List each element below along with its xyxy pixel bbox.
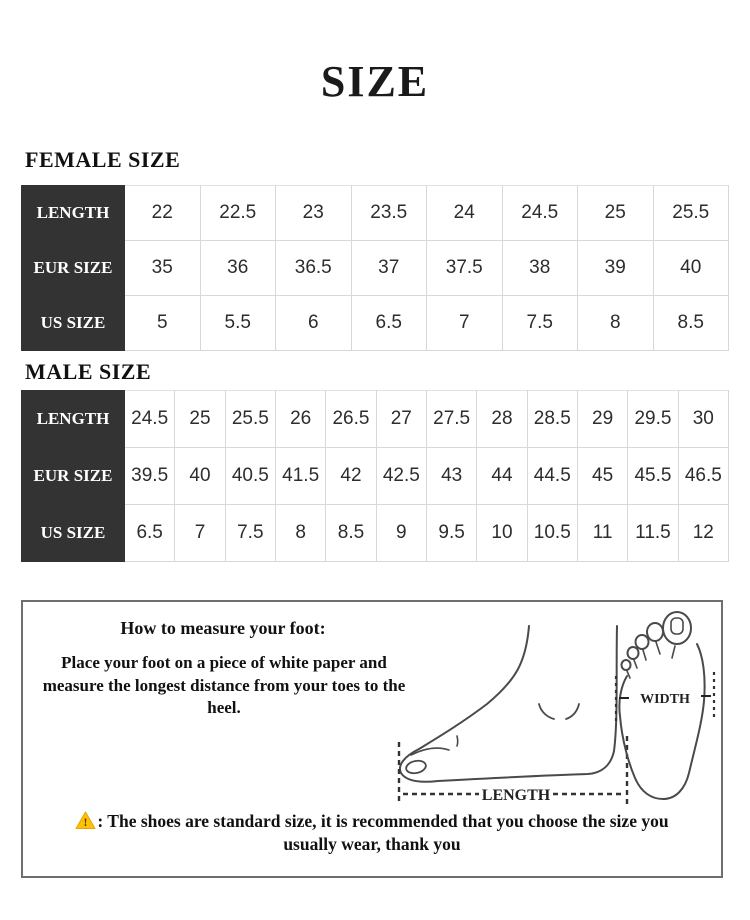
size-cell: 10.5	[527, 505, 577, 562]
size-cell: 43	[426, 448, 476, 505]
size-cell: 11	[577, 505, 627, 562]
size-cell: 25.5	[653, 186, 729, 241]
table-row	[22, 505, 729, 562]
size-cell: 24.5	[125, 391, 175, 448]
foot-side-view-diagram	[389, 624, 645, 810]
page-title: SIZE	[320, 57, 430, 106]
measure-instructions-box	[21, 600, 723, 878]
size-cell: 10	[477, 505, 527, 562]
size-cell: 6	[276, 296, 352, 351]
measure-heading: How to measure your foot:	[120, 618, 326, 638]
size-cell: 7.5	[502, 296, 578, 351]
size-cell: 8.5	[653, 296, 729, 351]
size-cell: 40.5	[225, 448, 275, 505]
size-cell: 42.5	[376, 448, 426, 505]
row-label: US SIZE	[22, 505, 125, 562]
size-cell: 35	[125, 241, 201, 296]
size-cell: 40	[175, 448, 225, 505]
warning-icon	[75, 811, 96, 830]
size-cell: 8	[275, 505, 325, 562]
foot-sole-view-diagram	[613, 606, 719, 804]
size-cell: 42	[326, 448, 376, 505]
size-cell: 23	[276, 186, 352, 241]
width-label: WIDTH	[640, 692, 690, 707]
size-cell: 39.5	[125, 448, 175, 505]
length-label: LENGTH	[481, 787, 551, 804]
size-cell: 44.5	[527, 448, 577, 505]
size-cell: 41.5	[275, 448, 325, 505]
size-cell: 7	[175, 505, 225, 562]
standard-size-note-text: : The shoes are standard size, it is recommended that you choose the size you usually wear, thank you	[97, 811, 669, 855]
size-cell: 25	[578, 186, 654, 241]
size-cell: 38	[502, 241, 578, 296]
size-cell: 8	[578, 296, 654, 351]
table-row	[22, 186, 729, 241]
size-cell: 25.5	[225, 391, 275, 448]
row-label: LENGTH	[22, 186, 125, 241]
female-size-table-body	[22, 186, 729, 351]
size-cell: 7	[427, 296, 503, 351]
size-cell: 27.5	[426, 391, 476, 448]
size-cell: 22	[125, 186, 201, 241]
standard-size-note	[52, 810, 692, 856]
size-cell: 46.5	[678, 448, 728, 505]
row-label: US SIZE	[22, 296, 125, 351]
size-cell: 26.5	[326, 391, 376, 448]
size-cell: 9.5	[426, 505, 476, 562]
size-cell: 40	[653, 241, 729, 296]
size-cell: 45.5	[628, 448, 678, 505]
svg-text:!: !	[83, 815, 88, 829]
size-cell: 12	[678, 505, 728, 562]
size-cell: 26	[275, 391, 325, 448]
size-cell: 9	[376, 505, 426, 562]
male-size-table-body	[22, 391, 729, 562]
table-row	[22, 296, 729, 351]
size-cell: 28.5	[527, 391, 577, 448]
female-size-heading: FEMALE SIZE	[25, 147, 181, 172]
size-cell: 36	[200, 241, 276, 296]
row-label: EUR SIZE	[22, 241, 125, 296]
size-cell: 39	[578, 241, 654, 296]
table-row	[22, 448, 729, 505]
size-cell: 30	[678, 391, 728, 448]
size-cell: 28	[477, 391, 527, 448]
size-cell: 29	[577, 391, 627, 448]
size-cell: 36.5	[276, 241, 352, 296]
size-cell: 23.5	[351, 186, 427, 241]
size-cell: 7.5	[225, 505, 275, 562]
size-cell: 6.5	[351, 296, 427, 351]
size-cell: 27	[376, 391, 426, 448]
size-cell: 24.5	[502, 186, 578, 241]
size-cell: 22.5	[200, 186, 276, 241]
size-cell: 5.5	[200, 296, 276, 351]
size-cell: 8.5	[326, 505, 376, 562]
female-size-table	[21, 185, 729, 351]
size-cell: 37	[351, 241, 427, 296]
size-cell: 11.5	[628, 505, 678, 562]
size-cell: 6.5	[125, 505, 175, 562]
row-label: EUR SIZE	[22, 448, 125, 505]
male-size-heading: MALE SIZE	[25, 359, 152, 384]
size-cell: 25	[175, 391, 225, 448]
table-row	[22, 241, 729, 296]
row-label: LENGTH	[22, 391, 125, 448]
measure-instructions-text: Place your foot on a piece of white paper and measure the longest distance from your toes to the heel.	[42, 653, 406, 718]
size-cell: 37.5	[427, 241, 503, 296]
size-cell: 45	[577, 448, 627, 505]
size-cell: 5	[125, 296, 201, 351]
male-size-table	[21, 390, 729, 562]
size-cell: 44	[477, 448, 527, 505]
size-cell: 24	[427, 186, 503, 241]
table-row	[22, 391, 729, 448]
size-cell: 29.5	[628, 391, 678, 448]
